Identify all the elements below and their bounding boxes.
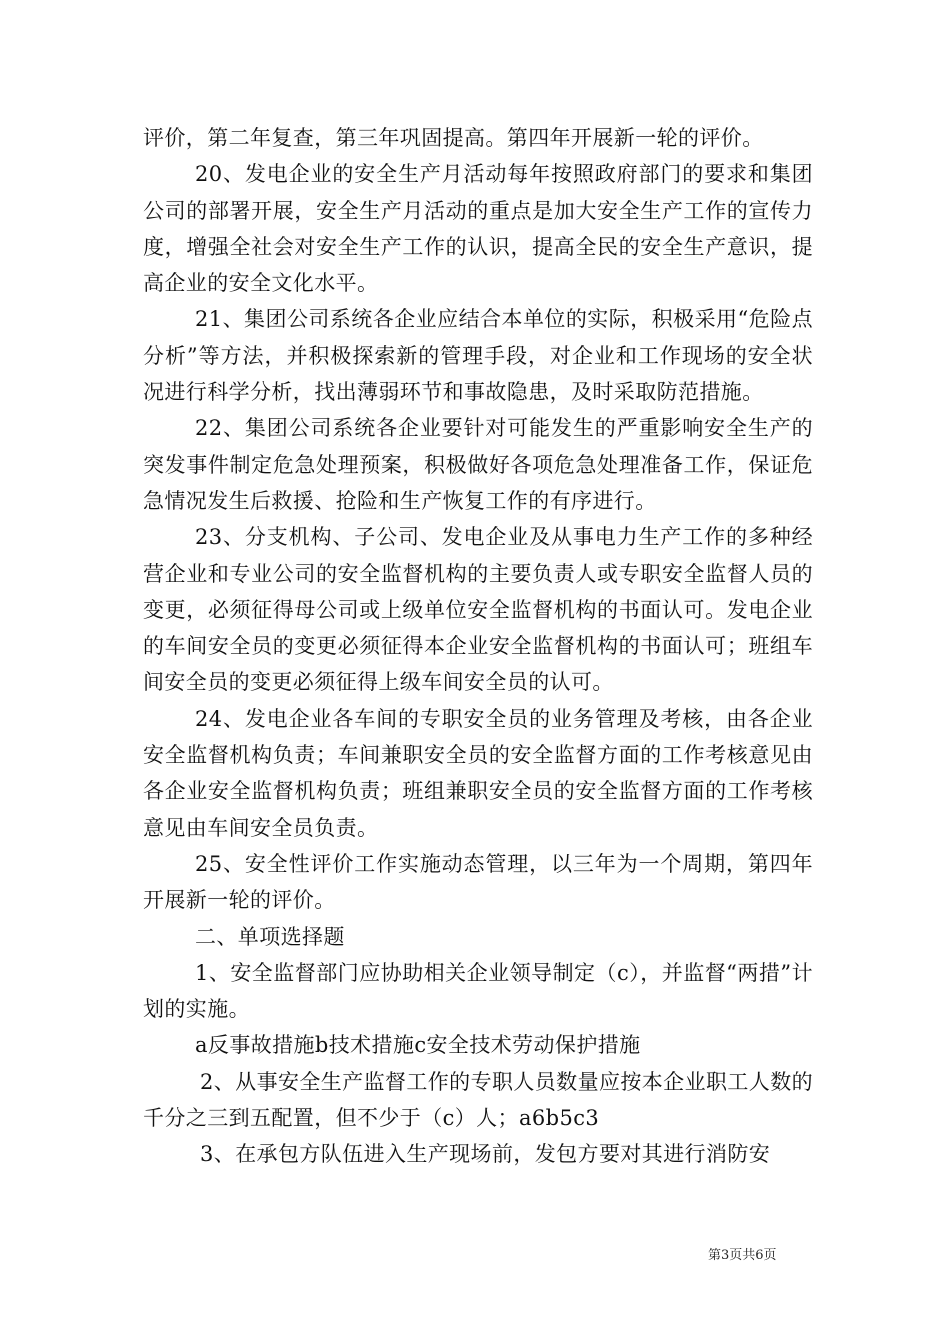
paragraph-3: 21、集团公司系统各企业应结合本单位的实际，积极采用“危险点分析”等方法，并积极探索新的管理手段，对企业和工作现场的安全状况进行科学分析，找出薄弱环节和事故隐患，及时采取防范措施。	[143, 307, 813, 405]
paragraph-5: 23、分支机构、子公司、发电企业及从事电力生产工作的多种经营企业和专业公司的安全监督机构的主要负责人或专职安全监督人员的变更，必须征得母公司或上级单位安全监督机构的书面认可。发电企业的车间安全员的变更必须征得本企业安全监督机构的书面认可；班组车间安全员的变更必须征得上级车间安全员的认可。	[143, 525, 813, 695]
section-heading: 二、单项选择题	[195, 924, 345, 949]
document-body	[143, 120, 813, 1173]
paragraph-6: 24、发电企业各车间的专职安全员的业务管理及考核，由各企业安全监督机构负责；车间兼职安全员的安全监督方面的工作考核意见由各企业安全监督机构负责；班组兼职安全员的安全监督方面的工作考核意见由车间安全员负责。	[143, 706, 813, 840]
paragraph-7: 25、安全性评价工作实施动态管理，以三年为一个周期，第四年开展新一轮的评价。	[143, 851, 813, 913]
paragraph-1: 评价，第二年复查，第三年巩固提高。第四年开展新一轮的评价。	[143, 126, 764, 150]
question-3: 3、在承包方队伍进入生产现场前，发包方要对其进行消防安	[200, 1142, 771, 1167]
question-2: 2、从事安全生产监督工作的专职人员数量应按本企业职工人数的千分之三到五配置，但不少于（c）人；a6b5c3	[143, 1069, 813, 1131]
page-number: 第3页共6页	[708, 1248, 777, 1263]
question-1-options: a反事故措施b技术措施c安全技术劳动保护措施	[195, 1033, 641, 1058]
question-1: 1、安全监督部门应协助相关企业领导制定（c），并监督“两措”计划的实施。	[143, 960, 813, 1022]
paragraph-4: 22、集团公司系统各企业要针对可能发生的严重影响安全生产的突发事件制定危急处理预案，积极做好各项危急处理准备工作，保证危急情况发生后救援、抢险和生产恢复工作的有序进行。	[143, 416, 813, 513]
paragraph-2: 20、发电企业的安全生产月活动每年按照政府部门的要求和集团公司的部署开展，安全生产月活动的重点是加大安全生产工作的宣传力度，增强全社会对安全生产工作的认识，提高全民的安全生产意识，提高企业的安全文化水平。	[143, 162, 813, 296]
